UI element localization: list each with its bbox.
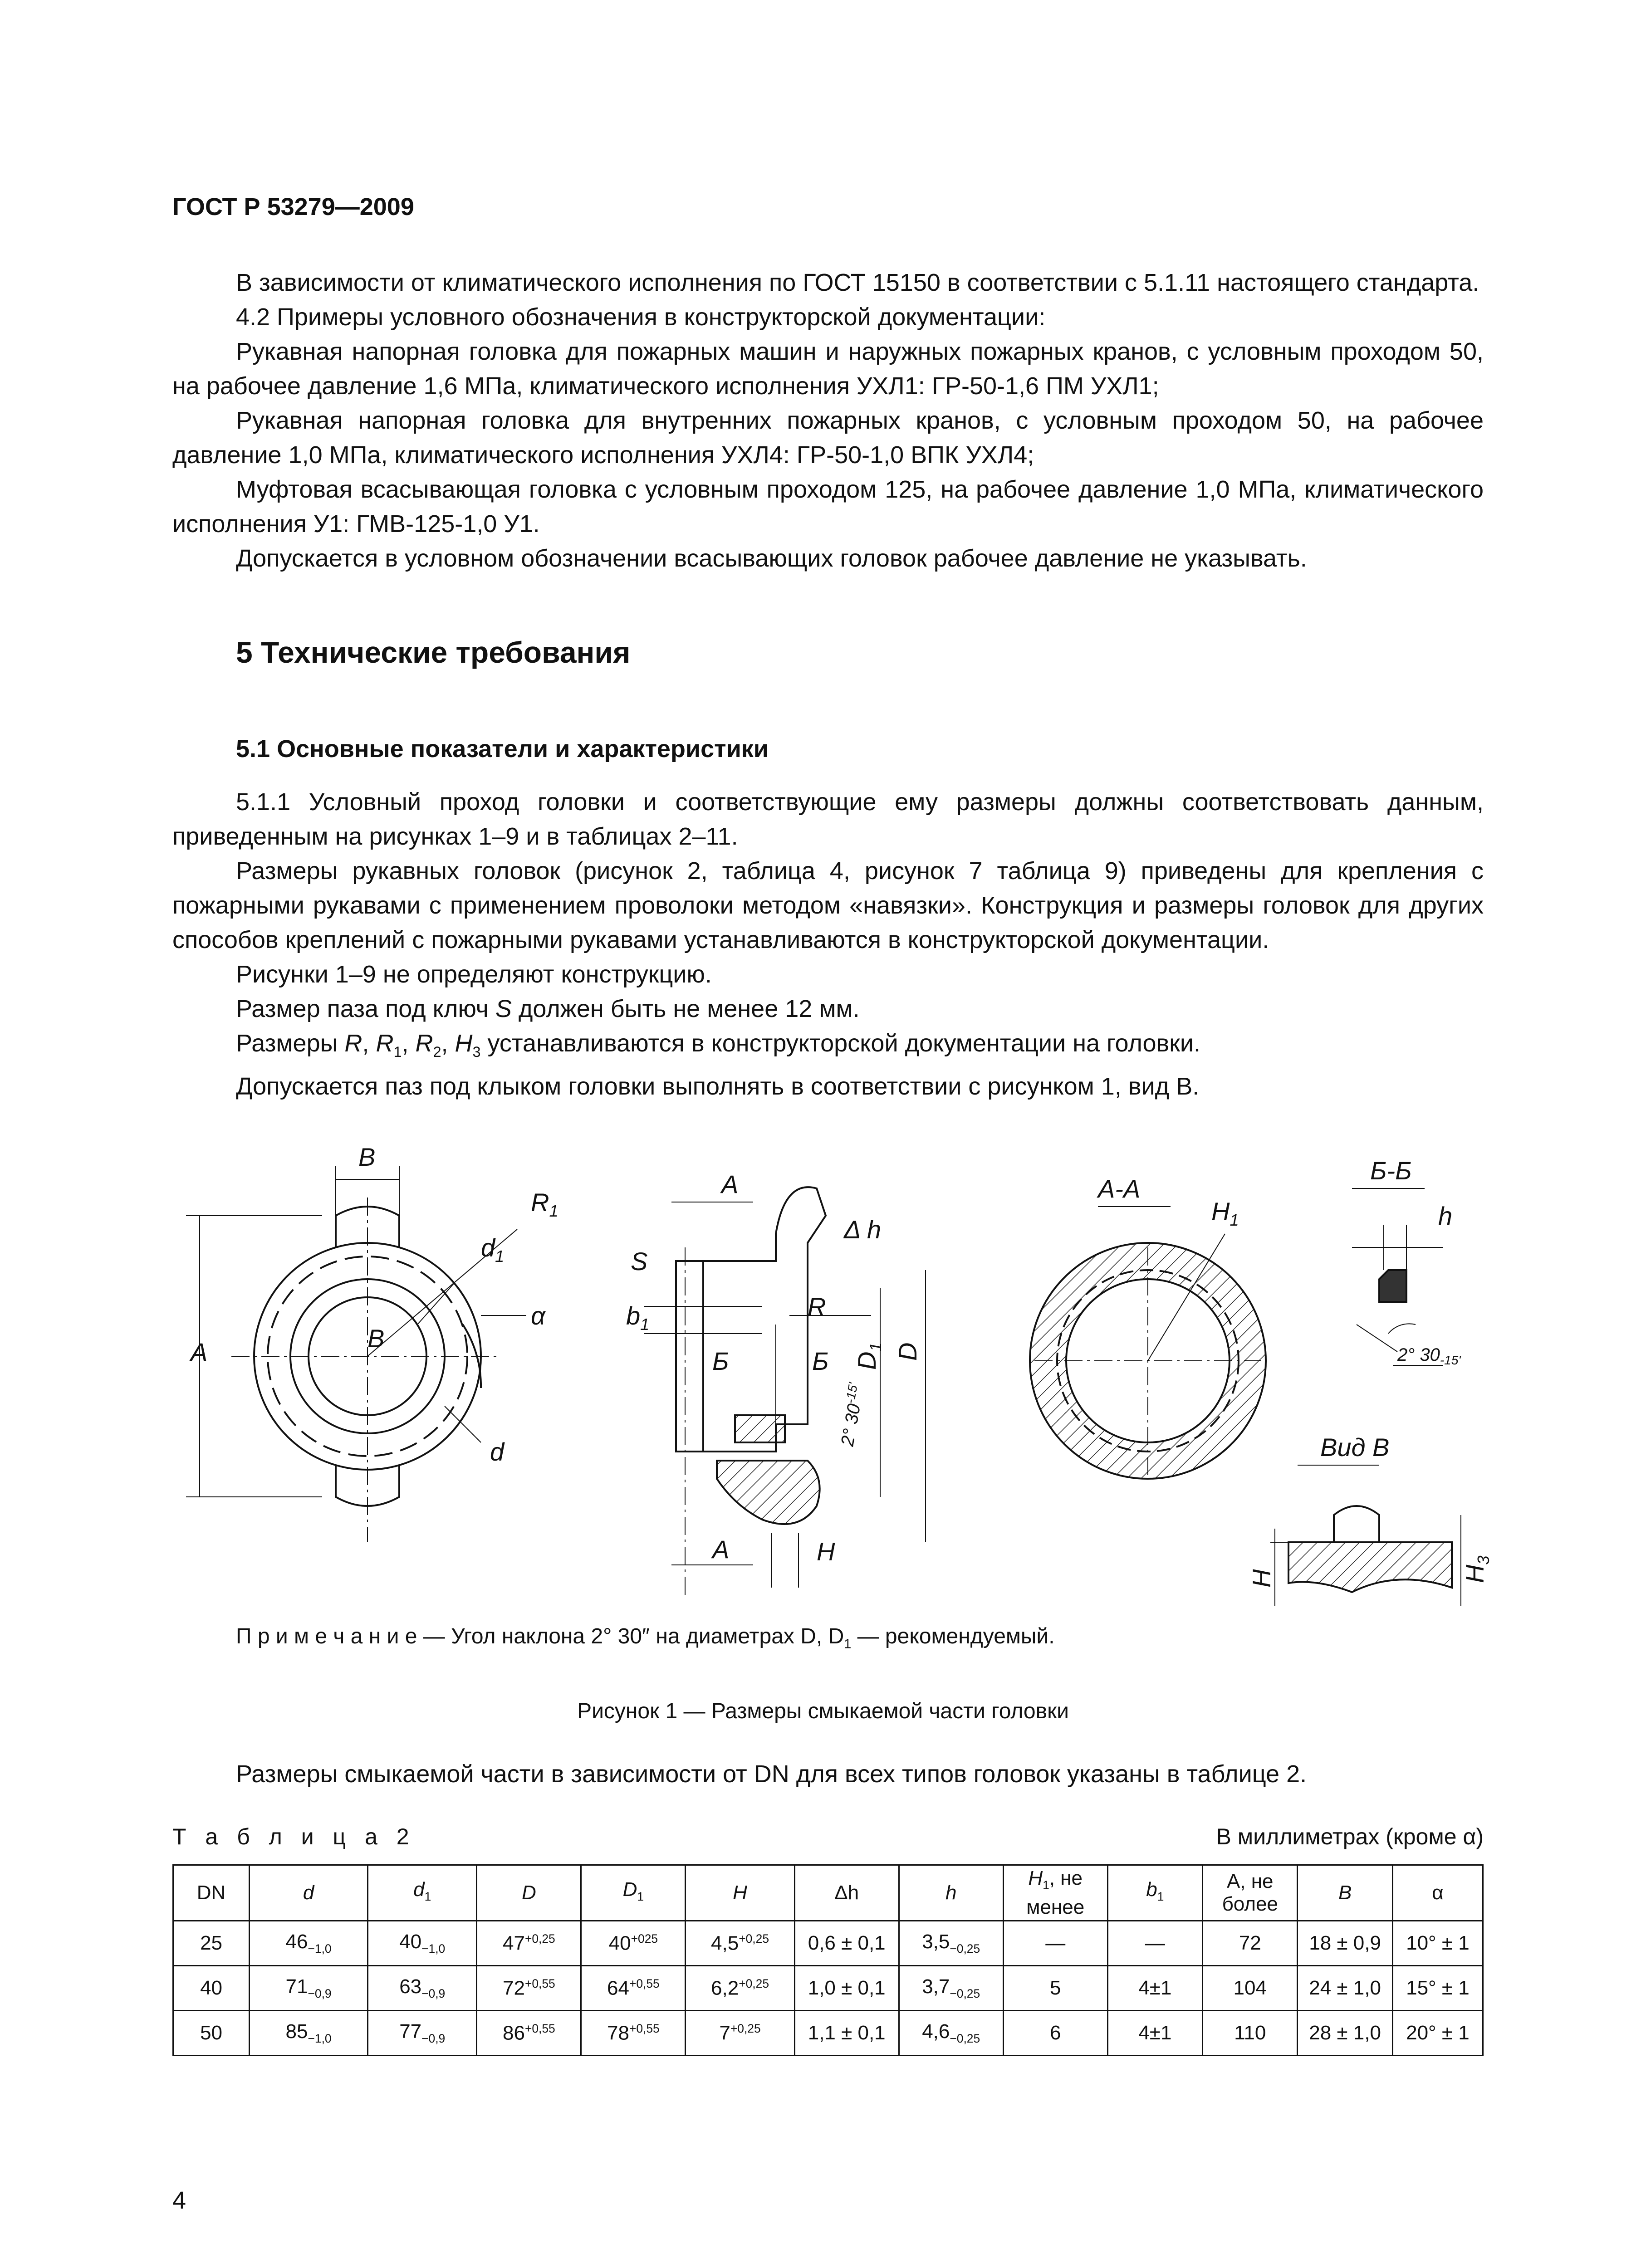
label-view-b: Вид В [1320, 1433, 1390, 1461]
cell: $46_{-1,0}$ [250, 1921, 368, 1966]
cell: $63_{-0,9}$ [368, 1966, 477, 2011]
cell: 20° ± 1 [1392, 2011, 1483, 2056]
cell: $71_{-0,9}$ [250, 1966, 368, 2011]
label-h1: $H_1$ [1211, 1197, 1239, 1229]
cell: 50 [173, 2011, 250, 2056]
document-header: ГОСТ Р 53279—2009 [172, 193, 414, 220]
label-a-bottom: A [712, 1535, 730, 1564]
label-h-small: h [1438, 1202, 1453, 1230]
page-number: 4 [172, 2187, 186, 2214]
col-dn: DN [173, 1865, 250, 1921]
label-d1: $d_1$ [481, 1233, 505, 1266]
paragraph: 5.1.1 Условный проход головки и соответствующие ему размеры должны соответствовать данным, приведенным на рисунках 1–9 и в таблицах 2–11. [172, 788, 1484, 850]
col-delta-h: Δh [794, 1865, 899, 1921]
paragraph: Рукавная напорная головка для внутренних пожарных кранов, с условным проходом 50, на рабочее давление 1,0 МПа, климатического исполнения УХЛ4: ГР-50-1,0 ВПК УХЛ4; [172, 407, 1484, 469]
view-b [1270, 1465, 1461, 1606]
cell: $85_{-1,0}$ [250, 2011, 368, 2056]
cell: 18 ± 0,9 [1298, 1921, 1392, 1966]
paragraph: Допускается в условном обозначении всасывающих головок рабочее давление не указывать. [236, 545, 1307, 572]
col-H: H [686, 1865, 794, 1921]
table-header-row [173, 1865, 1483, 1921]
label-b-top: B [358, 1143, 376, 1171]
cell: $40_{-1,0}$ [368, 1921, 477, 1966]
cell: $6,2^{+0,25}$ [686, 1966, 794, 2011]
label-r1: $R_1$ [531, 1188, 558, 1220]
section-bb [1352, 1188, 1443, 1365]
cell: 25 [173, 1921, 250, 1966]
subsection-title: 5.1 Основные показатели и характеристики [236, 735, 769, 763]
col-B: B [1298, 1865, 1392, 1921]
section-text [172, 785, 1484, 1104]
col-D: D [477, 1865, 581, 1921]
figure-caption: Рисунок 1 — Размеры смыкаемой части головки [577, 1699, 1069, 1723]
label-h3: $H_3$ [1460, 1555, 1493, 1583]
paragraph: В зависимости от климатического исполнения по ГОСТ 15150 в соответствии с 5.1.11 настоящего стандарта. [236, 269, 1479, 296]
label-alpha: α [531, 1301, 545, 1330]
label-angle-2: 2° $30_{-15'}$ [1397, 1345, 1461, 1367]
cell: $40^{+025}$ [581, 1921, 686, 1966]
label-angle-1: 2° $30^{-15'}$ [837, 1381, 865, 1448]
cell: 0,6 ± 0,1 [794, 1921, 899, 1966]
intro-text [172, 265, 1484, 576]
table-units: В миллиметрах (кроме α) [1216, 1824, 1484, 1849]
label-s: S [631, 1247, 648, 1276]
cell: $3,5_{-0,25}$ [899, 1921, 1003, 1966]
cell: $86^{+0,55}$ [477, 2011, 581, 2056]
cell: $3,7_{-0,25}$ [899, 1966, 1003, 2011]
figure-note: П р и м е ч а н и е — Угол наклона 2° 30″ на диаметрах D, $D_1$ — рекомендуемый. [236, 1624, 1055, 1652]
paragraph: Размеры рукавных головок (рисунок 2, таблица 4, рисунок 7 таблица 9) приведены для крепления с пожарными рукавами с применением проволоки методом «навязки». Конструкция и размеры головок для других способов креплений с пожарными рукавами устанавливаются в конструкторской документации. [172, 857, 1484, 953]
label-r: R [808, 1292, 826, 1321]
label-delta-h: Δ h [844, 1215, 882, 1244]
table-row [173, 1966, 1483, 2011]
cell: — [1003, 1921, 1107, 1966]
label-d: d [490, 1437, 505, 1466]
cell: 24 ± 1,0 [1298, 1966, 1392, 2011]
table-row [173, 1921, 1483, 1966]
cell: 5 [1003, 1966, 1107, 2011]
col-d: d [250, 1865, 368, 1921]
paragraph: Размер паза под ключ S должен быть не менее 12 мм. [236, 995, 860, 1022]
section-title: 5 Технические требования [236, 635, 631, 669]
cell: 4±1 [1107, 2011, 1202, 2056]
cell: 40 [173, 1966, 250, 2011]
cell: $4,6_{-0,25}$ [899, 2011, 1003, 2056]
label-d-big: D [893, 1342, 922, 1361]
label-section-aa: A-A [1098, 1174, 1141, 1203]
paragraph: Рукавная напорная головка для пожарных машин и наружных пожарных кранов, с условным проходом 50, на рабочее давление 1,6 МПа, климатического исполнения УХЛ1: ГР-50-1,6 ПМ УХЛ1; [172, 338, 1484, 400]
col-h: h [899, 1865, 1003, 1921]
cell: $64^{+0,55}$ [581, 1966, 686, 2011]
cell: 10° ± 1 [1392, 1921, 1483, 1966]
label-h: H [817, 1537, 835, 1566]
col-alpha: α [1392, 1865, 1483, 1921]
cell: $4,5^{+0,25}$ [686, 1921, 794, 1966]
table-name: Т а б л и ц а 2 [172, 1824, 416, 1849]
cell: $78^{+0,55}$ [581, 2011, 686, 2056]
col-d1: $d_1$ [368, 1865, 477, 1921]
cell: 4±1 [1107, 1966, 1202, 2011]
paragraph: Допускается паз под клыком головки выполнять в соответствии с рисунком 1, вид В. [236, 1072, 1200, 1100]
label-a-top: A [721, 1170, 739, 1198]
paragraph: 4.2 Примеры условного обозначения в конструкторской документации: [236, 303, 1046, 331]
col-H1: $H_1$, не менее [1003, 1865, 1107, 1921]
cell: 110 [1203, 2011, 1298, 2056]
dimensions-table [172, 1864, 1484, 2056]
cell: — [1107, 1921, 1202, 1966]
col-A: A, не более [1203, 1865, 1298, 1921]
cell: $7^{+0,25}$ [686, 2011, 794, 2056]
paragraph: Размеры R, $R_1$, $R_2$, $H_3$ устанавливаются в конструкторской документации на головки. [236, 1030, 1201, 1060]
table-row [173, 2011, 1483, 2056]
cell: $47^{+0,25}$ [477, 1921, 581, 1966]
cell: $72^{+0,55}$ [477, 1966, 581, 2011]
section-aa [1030, 1207, 1266, 1479]
cell: 1,1 ± 0,1 [794, 2011, 899, 2056]
label-h-view: H [1247, 1569, 1276, 1588]
col-D1: $D_1$ [581, 1865, 686, 1921]
cell: 72 [1203, 1921, 1298, 1966]
col-b1: $b_1$ [1107, 1865, 1202, 1921]
front-view [186, 1166, 526, 1542]
label-a-side: A [191, 1338, 208, 1366]
paragraph: Рисунки 1–9 не определяют конструкцию. [236, 961, 712, 988]
label-b1: $b_1$ [626, 1301, 650, 1334]
label-cut-2: Б [812, 1347, 829, 1375]
cell: 15° ± 1 [1392, 1966, 1483, 2011]
table-lead-text: Размеры смыкаемой части в зависимости от DN для всех типов головок указаны в таблице 2. [236, 1760, 1307, 1788]
label-cut-1: Б [712, 1347, 729, 1375]
side-view [644, 1187, 926, 1597]
cell: 28 ± 1,0 [1298, 2011, 1392, 2056]
cell: 104 [1203, 1966, 1298, 2011]
cell: 1,0 ± 0,1 [794, 1966, 899, 2011]
paragraph: Муфтовая всасывающая головка с условным проходом 125, на рабочее давление 1,0 МПа, климатического исполнения У1: ГМВ-125-1,0 У1. [172, 476, 1484, 538]
label-section-bb: Б-Б [1370, 1156, 1412, 1185]
cell: $77_{-0,9}$ [368, 2011, 477, 2056]
figure-1-drawing [172, 1134, 1493, 1615]
cell: 6 [1003, 2011, 1107, 2056]
label-b-center: B [367, 1324, 385, 1353]
label-d1-big: $D_1$ [852, 1342, 885, 1370]
